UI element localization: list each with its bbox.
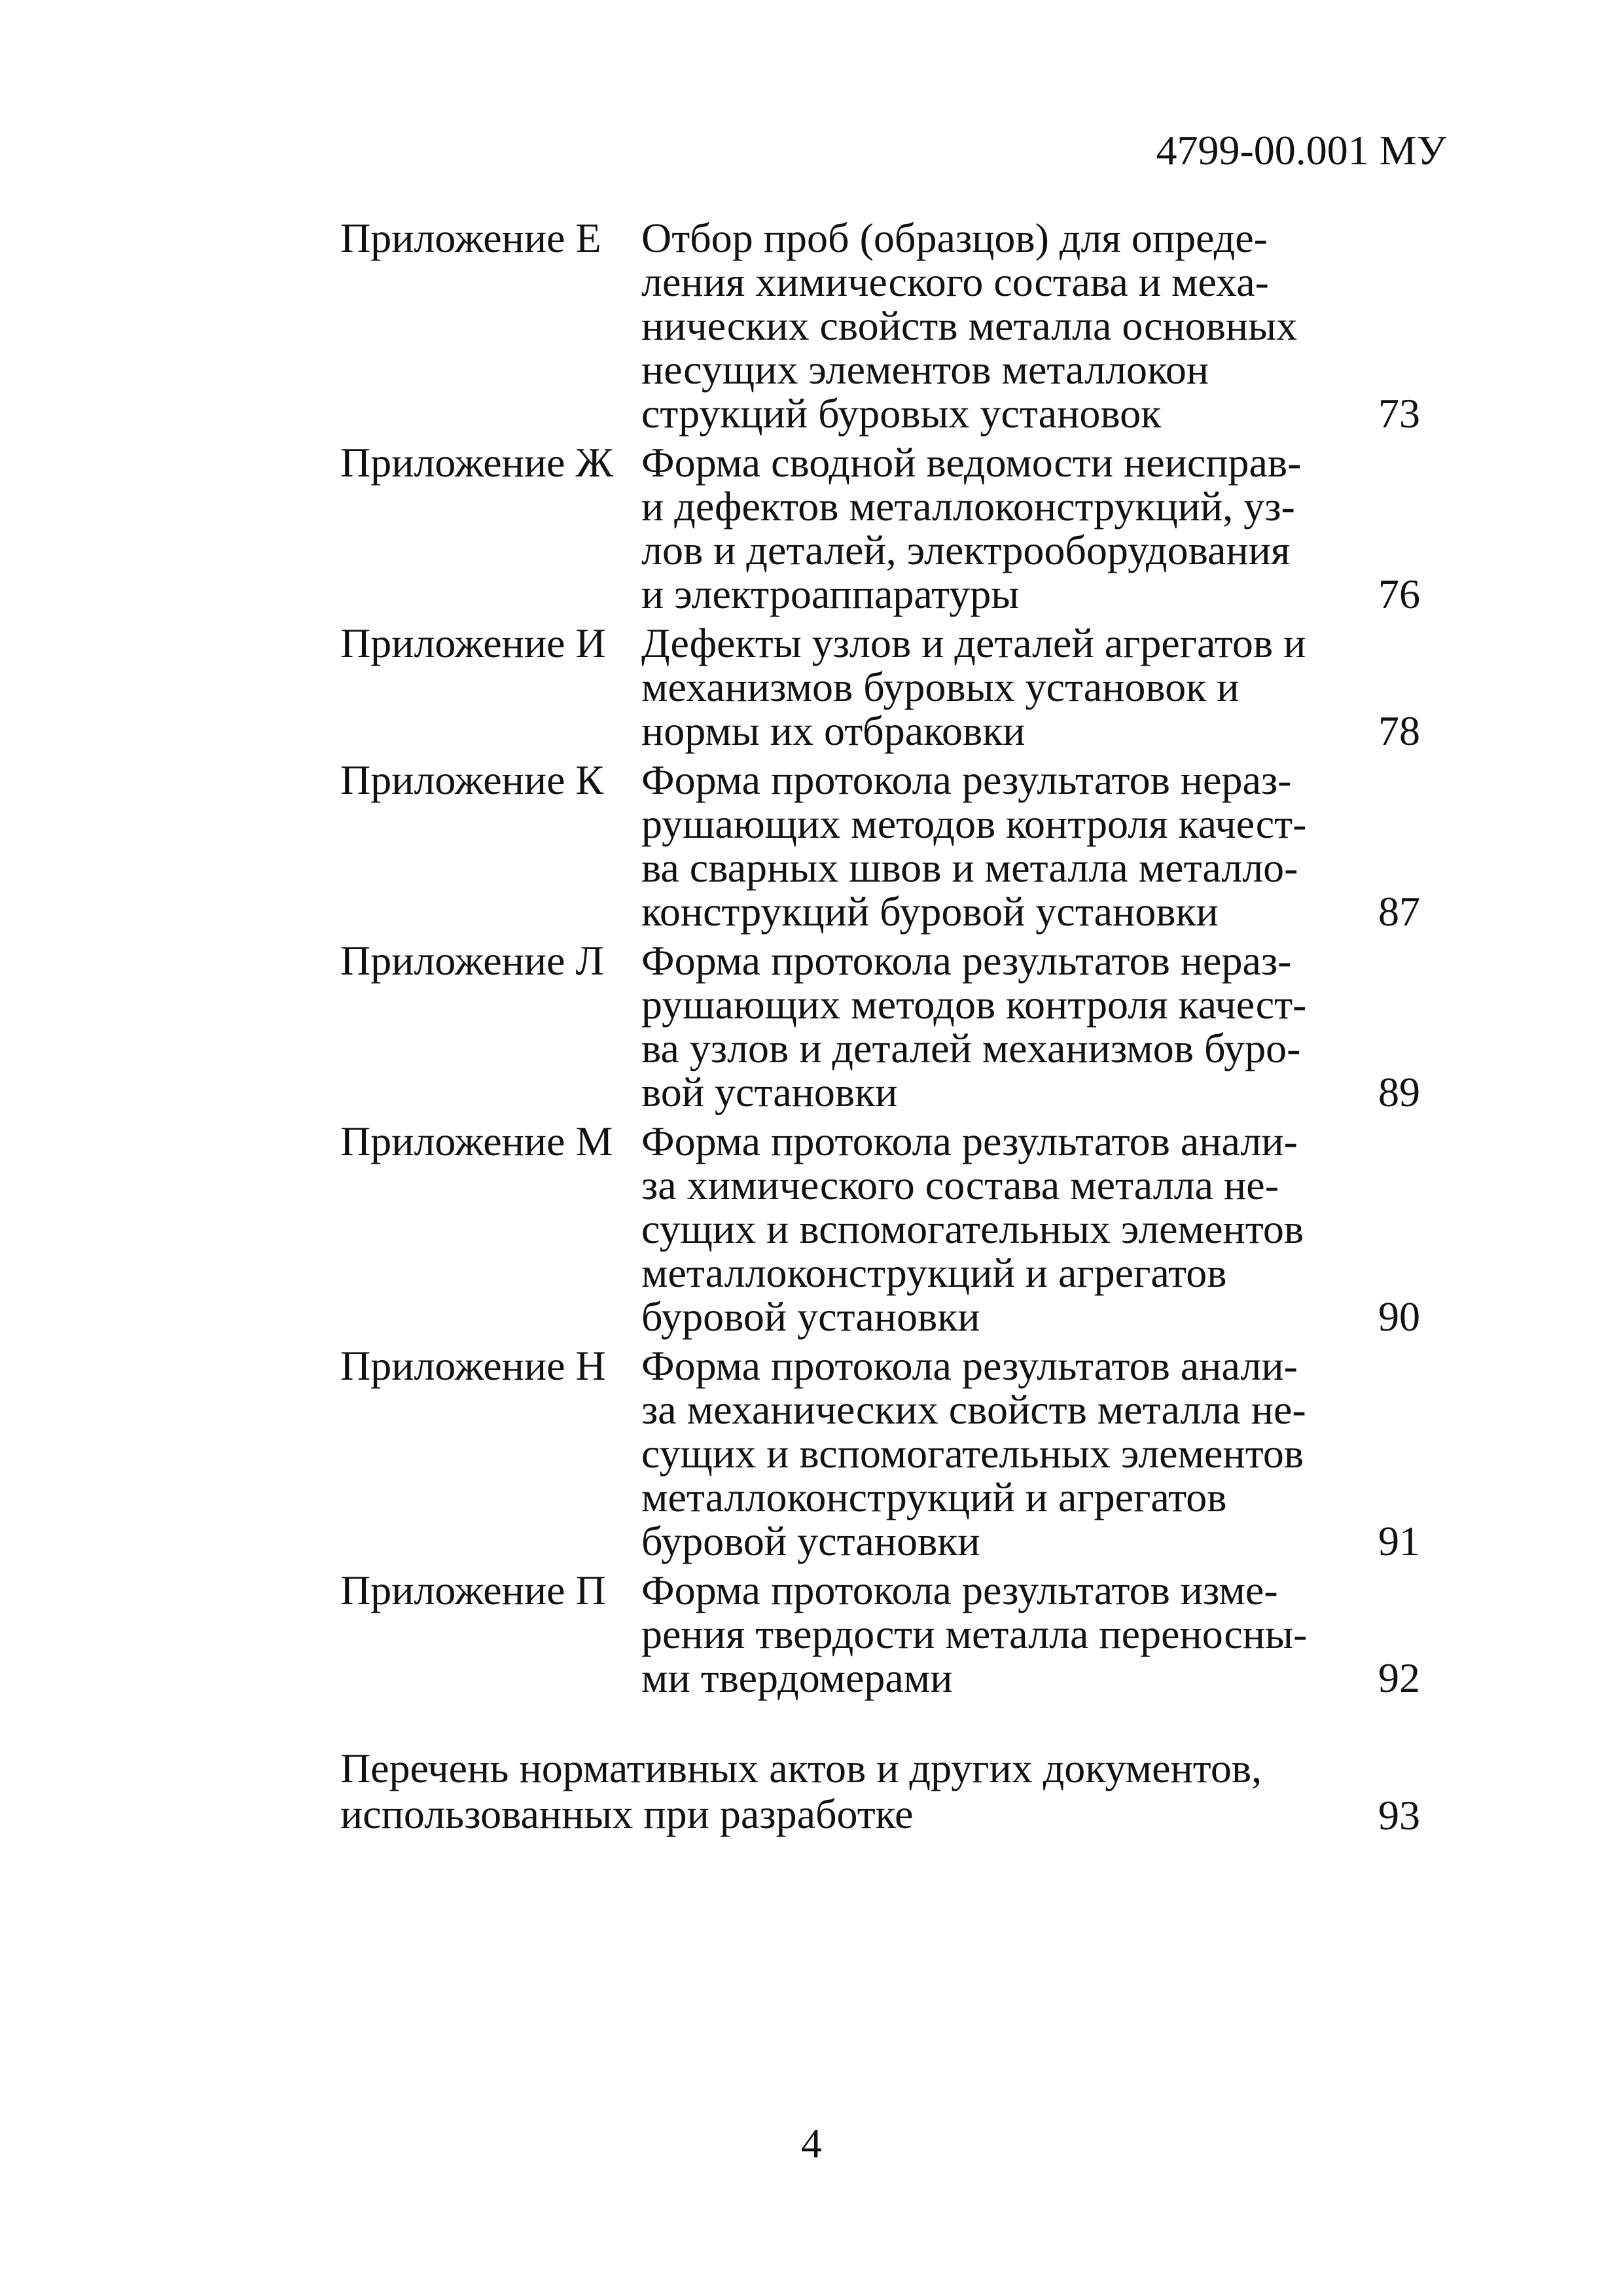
description-line: сущих и вспомогательных элементов — [641, 1206, 1304, 1252]
description-line: за механических свойств металла не- — [641, 1386, 1306, 1433]
page-number: 87 — [1378, 888, 1420, 935]
description-line: несущих элементов металлокон — [641, 346, 1209, 393]
description-line: Форма сводной ведомости неисправ- — [641, 439, 1302, 486]
description-line: Форма протокола результатов анали- — [641, 1342, 1298, 1389]
appendix-description — [635, 440, 1348, 616]
toc-entry-appendix-e — [340, 216, 1420, 435]
description-line: Форма протокола результатов нераз- — [641, 937, 1292, 984]
description-line: ления химического состава и меха- — [641, 259, 1269, 305]
table-of-contents — [340, 216, 1420, 1837]
footer-page-number: 4 — [801, 2120, 822, 2166]
page-number: 93 — [1378, 1792, 1420, 1839]
appendix-description — [635, 1568, 1348, 1700]
description-line: за химического состава металла не- — [641, 1162, 1279, 1208]
appendix-label: Приложение М — [340, 1118, 613, 1164]
description-line: использованных при разработке — [340, 1791, 914, 1837]
description-line: Форма протокола результатов изме- — [641, 1567, 1278, 1613]
description-line: Форма протокола результатов нераз- — [641, 757, 1292, 803]
description-line: и дефектов металлоконструкций, уз- — [641, 483, 1295, 529]
document-code: 4799-00.001 МУ — [1156, 127, 1446, 173]
description-line: Форма протокола результатов анали- — [641, 1118, 1298, 1164]
appendix-description — [635, 621, 1348, 753]
description-line: и электроаппаратуры — [641, 571, 1020, 617]
description-line: рушающих методов контроля качест- — [641, 981, 1307, 1028]
page-number: 90 — [1378, 1293, 1420, 1340]
description-line: механизмов буровых установок и — [641, 664, 1240, 710]
toc-entry-references — [340, 1746, 1420, 1837]
appendix-description — [635, 1119, 1348, 1338]
description-line: буровой установки — [641, 1293, 980, 1340]
description-line: конструкций буровой установки — [641, 888, 1219, 935]
page-number: 89 — [1378, 1069, 1420, 1115]
page-number: 73 — [1378, 390, 1420, 437]
toc-entry-appendix-k — [340, 758, 1420, 933]
description-line: буровой установки — [641, 1518, 980, 1564]
toc-entry-appendix-i — [340, 621, 1420, 753]
description-line: Дефекты узлов и деталей агрегатов и — [641, 620, 1306, 666]
description-line: рушающих методов контроля качест- — [641, 800, 1307, 847]
references-description — [340, 1746, 1348, 1837]
page-number: 76 — [1378, 571, 1420, 617]
toc-entry-appendix-p — [340, 1568, 1420, 1700]
appendix-label: Приложение Л — [340, 937, 604, 984]
page-number: 91 — [1378, 1518, 1420, 1564]
appendix-label: Приложение Н — [340, 1342, 606, 1389]
description-line: Отбор проб (образцов) для опреде- — [641, 215, 1268, 261]
appendix-description — [635, 216, 1348, 435]
appendix-label: Приложение П — [340, 1567, 606, 1613]
appendix-description — [635, 939, 1348, 1114]
description-line: ва сварных швов и металла металло- — [641, 844, 1298, 891]
description-line: металлоконструкций и агрегатов — [641, 1474, 1227, 1520]
toc-entry-appendix-zh — [340, 440, 1420, 616]
description-line: струкций буровых установок — [641, 390, 1162, 437]
toc-entry-appendix-l — [340, 939, 1420, 1114]
description-line: лов и деталей, электрооборудования — [641, 527, 1291, 573]
toc-entry-appendix-m — [340, 1119, 1420, 1338]
appendix-label: Приложение К — [340, 757, 604, 803]
appendix-description — [635, 758, 1348, 933]
page-number: 78 — [1378, 708, 1420, 754]
appendix-label: Приложение И — [340, 620, 606, 666]
description-line: Перечень нормативных актов и других документов, — [340, 1745, 1262, 1791]
description-line: ми твердомерами — [641, 1655, 953, 1701]
description-line: рения твердости металла переносны- — [641, 1611, 1308, 1657]
appendix-label: Приложение Ж — [340, 439, 613, 486]
page-number: 92 — [1378, 1655, 1420, 1701]
description-line: ва узлов и деталей механизмов буро- — [641, 1025, 1301, 1071]
appendix-description — [635, 1344, 1348, 1563]
description-line: металлоконструкций и агрегатов — [641, 1249, 1227, 1296]
description-line: нических свойств металла основных — [641, 302, 1298, 349]
appendix-label: Приложение Е — [340, 215, 601, 261]
description-line: нормы их отбраковки — [641, 708, 1026, 754]
toc-entry-appendix-n — [340, 1344, 1420, 1563]
description-line: вой установки — [641, 1069, 898, 1115]
description-line: сущих и вспомогательных элементов — [641, 1430, 1304, 1477]
